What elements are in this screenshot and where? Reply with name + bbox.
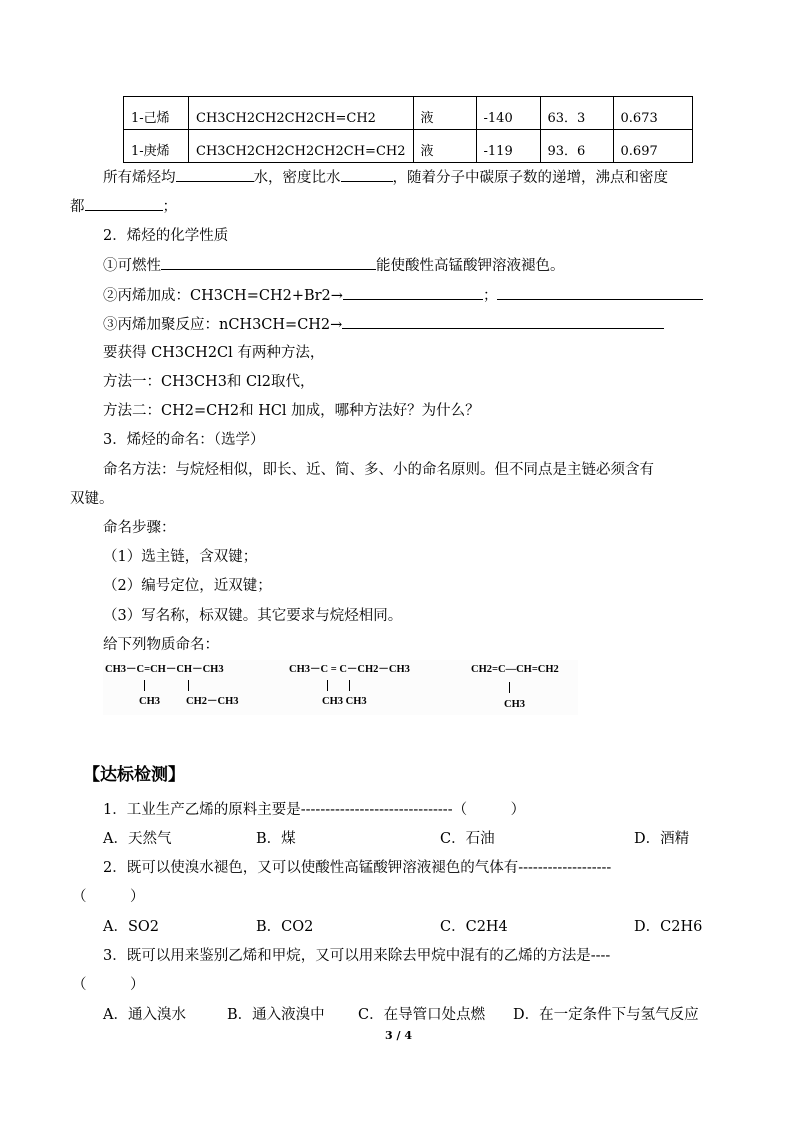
table-cell-formula: CH3CH2CH2CH2CH=CH2 [189,97,414,130]
answer-blank[interactable] [176,167,254,182]
bond-line [188,680,189,691]
bond-line [144,680,145,691]
table-cell-melting-point: -140 [476,97,540,130]
text: 水，密度比水 [253,170,341,186]
alkene-properties-table [123,96,693,163]
structure-2-main-chain: CH3－C = C－CH2－CH3 [289,664,410,675]
table-cell-density: 0.697 [613,130,692,163]
answer-blank[interactable] [341,167,393,182]
naming-step-2: （2）编号定位，近双键； [103,578,272,594]
naming-exercise: 给下列物质命名： [103,637,219,653]
q2-answer-paren: （ ） [72,889,145,905]
q2-option-c: C．C2H4 [440,919,508,935]
structure-3-branch-methyl: CH3 [504,699,525,710]
polymerization-line [103,314,664,335]
structure-2-branches: CH3 CH3 [322,696,367,707]
question-1: 1．工业生产乙烯的原料主要是-------------------------------（ ） [103,802,526,818]
method-one: 方法一：CH3CH3和 Cl2取代， [103,374,315,390]
text: ①可燃性 [103,258,161,274]
q3-option-a: A．通入溴水 [103,1007,186,1023]
answer-blank[interactable] [343,285,483,300]
question-intro: 要获得 CH3CH2Cl 有两种方法， [103,345,325,361]
physical-properties-line [103,167,668,188]
bond-line [327,680,328,691]
text: 能使酸性高锰酸钾溶液褪色。 [376,258,565,274]
table-row [124,97,693,130]
text: 所有烯烃均 [103,170,176,186]
physical-properties-line-2 [70,196,177,217]
text: ，随着分子中碳原子数的递增，沸点和密度 [392,170,668,186]
text: ； [482,288,498,304]
page-number: 3 / 4 [385,1029,412,1042]
naming-method-line2: 双键。 [70,491,114,507]
method-two: 方法二：CH2=CH2和 HCl 加成，哪种方法好？为什么？ [103,403,480,419]
naming-method-line1: 命名方法：与烷烃相似，即长、近、简、多、小的命名原则。但不同点是主链必须含有 [103,462,654,478]
combustion-line [103,255,565,276]
bond-line [349,680,350,691]
table-cell-boiling-point: 63．3 [540,97,613,130]
table-cell-formula: CH3CH2CH2CH2CH2CH=CH2 [189,130,414,163]
q1-option-c: C．石油 [440,831,495,847]
q3-option-c: C．在导管口处点燃 [358,1007,486,1023]
naming-step-1: （1）选主链，含双键； [103,549,258,565]
q2-option-a: A．SO2 [103,919,160,935]
table-cell-melting-point: -119 [476,130,540,163]
addition-line [103,285,703,306]
question-2: 2．既可以使溴水褪色，又可以使酸性高锰酸钾溶液褪色的气体有------------------- [103,860,612,876]
structure-1-branch-ethyl: CH2－CH3 [186,696,239,707]
question-3: 3．既可以用来鉴别乙烯和甲烷，又可以用来除去甲烷中混有的乙烯的方法是---- [103,948,611,964]
naming-step-3: （3）写名称，标双键。其它要求与烷烃相同。 [103,608,403,624]
section-title-chemical: 2．烯烃的化学性质 [103,228,229,244]
table-cell-name: 1-庚烯 [124,130,189,163]
table-row [124,130,693,163]
answer-blank[interactable] [342,314,664,329]
structure-3-main-chain: CH2=C—CH=CH2 [471,664,559,675]
bond-line [509,682,510,693]
test-heading: 【达标检测】 [83,765,185,785]
q3-answer-paren: （ ） [72,977,145,993]
structure-1-main-chain: CH3－C=CH－CH－CH3 [105,664,224,675]
structure-1-branch-methyl: CH3 [139,696,160,707]
q3-option-b: B．通入液溴中 [227,1007,325,1023]
naming-steps-title: 命名步骤： [103,520,176,536]
q2-option-d: D．C2H6 [634,919,703,935]
q1-option-b: B．煤 [256,831,296,847]
text: ； [162,199,177,215]
text: 都 [70,199,85,215]
q3-option-d: D．在一定条件下与氢气反应 [513,1007,699,1023]
section-title-naming: 3．烯烃的命名：（选学） [103,432,265,448]
q1-option-d: D．酒精 [634,831,690,847]
answer-blank[interactable] [85,196,163,211]
text: ②丙烯加成：CH3CH=CH2+Br2→ [103,288,343,304]
answer-blank[interactable] [161,255,376,270]
table-cell-density: 0.673 [613,97,692,130]
text: ③丙烯加聚反应：nCH3CH=CH2→ [103,317,343,333]
table-cell-name: 1-己烯 [124,97,189,130]
table-cell-state: 液 [413,130,476,163]
answer-blank[interactable] [497,285,703,300]
q1-option-a: A．天然气 [103,831,172,847]
q2-option-b: B．CO2 [256,919,314,935]
table-cell-state: 液 [413,97,476,130]
table-cell-boiling-point: 93．6 [540,130,613,163]
